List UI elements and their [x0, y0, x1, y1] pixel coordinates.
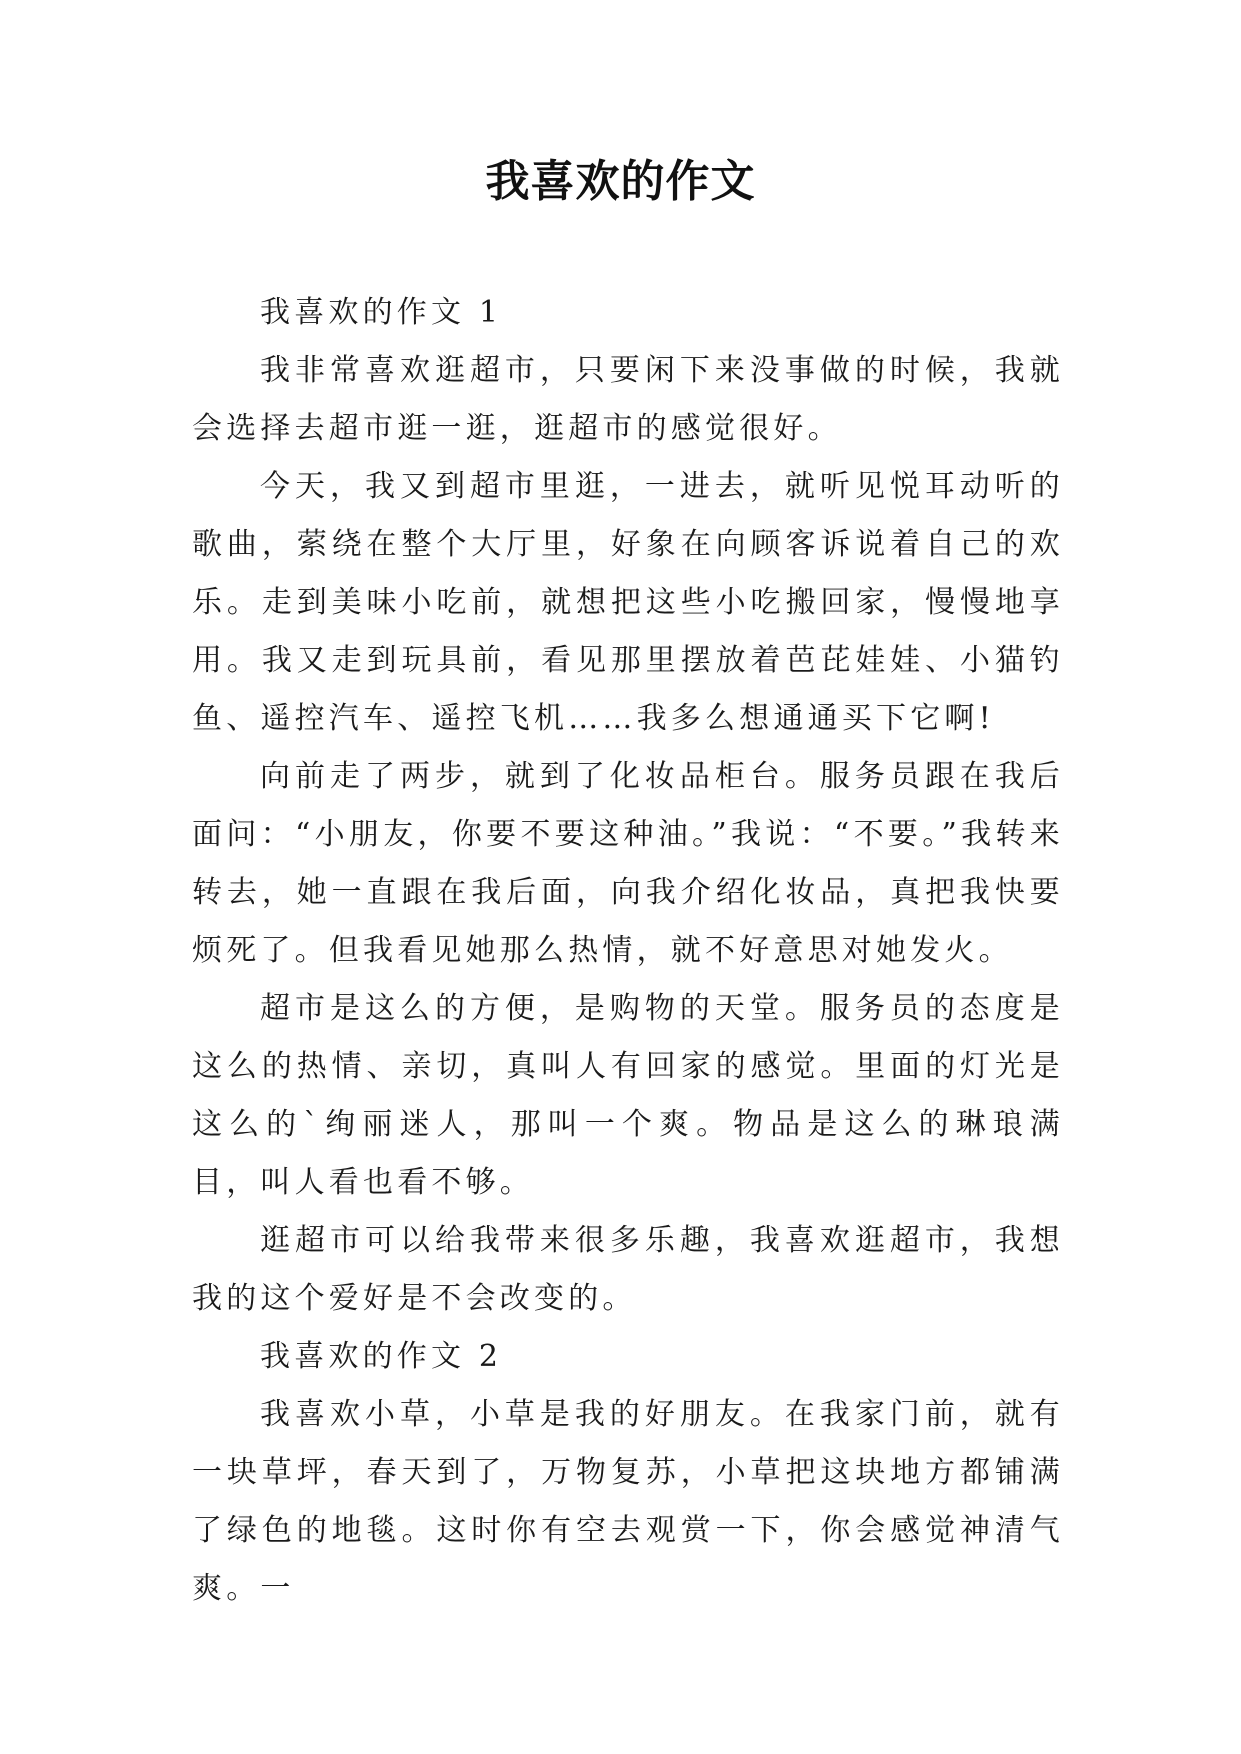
- paragraph: 今天，我又到超市里逛，一进去，就听见悦耳动听的歌曲，萦绕在整个大厅里，好象在向顾客诉说着自己的欢乐。走到美味小吃前，就想把这些小吃搬回家，慢慢地享用。我又走到玩具前，看见那里摆放着芭芘娃娃、小猫钓鱼、遥控汽车、遥控飞机……我多么想通通买下它啊!: [192, 469, 1064, 736]
- paragraph: 我非常喜欢逛超市，只要闲下来没事做的时候，我就会选择去超市逛一逛，逛超市的感觉很好。: [192, 353, 1064, 446]
- paragraph: 逛超市可以给我带来很多乐趣，我喜欢逛超市，我想我的这个爱好是不会改变的。: [192, 1223, 1064, 1316]
- document-title: 我喜欢的作文: [485, 156, 756, 207]
- section-heading-1: 我喜欢的作文 1: [260, 295, 503, 330]
- section-heading-2: 我喜欢的作文 2: [260, 1339, 503, 1374]
- paragraph: 我喜欢小草，小草是我的好朋友。在我家门前，就有一块草坪，春天到了，万物复苏，小草把这块地方都铺满了绿色的地毯。这时你有空去观赏一下，你会感觉神清气爽。一: [192, 1397, 1064, 1606]
- document-body: [192, 284, 1064, 1618]
- paragraph: 超市是这么的方便，是购物的天堂。服务员的态度是这么的热情、亲切，真叫人有回家的感觉。里面的灯光是这么的`绚丽迷人，那叫一个爽。物品是这么的琳琅满目，叫人看也看不够。: [192, 991, 1064, 1200]
- paragraph: 向前走了两步，就到了化妆品柜台。服务员跟在我后面问：“小朋友，你要不要这种油。”我说：“不要。”我转来转去，她一直跟在我后面，向我介绍化妆品，真把我快要烦死了。但我看见她那么热情，就不好意思对她发火。: [192, 759, 1064, 968]
